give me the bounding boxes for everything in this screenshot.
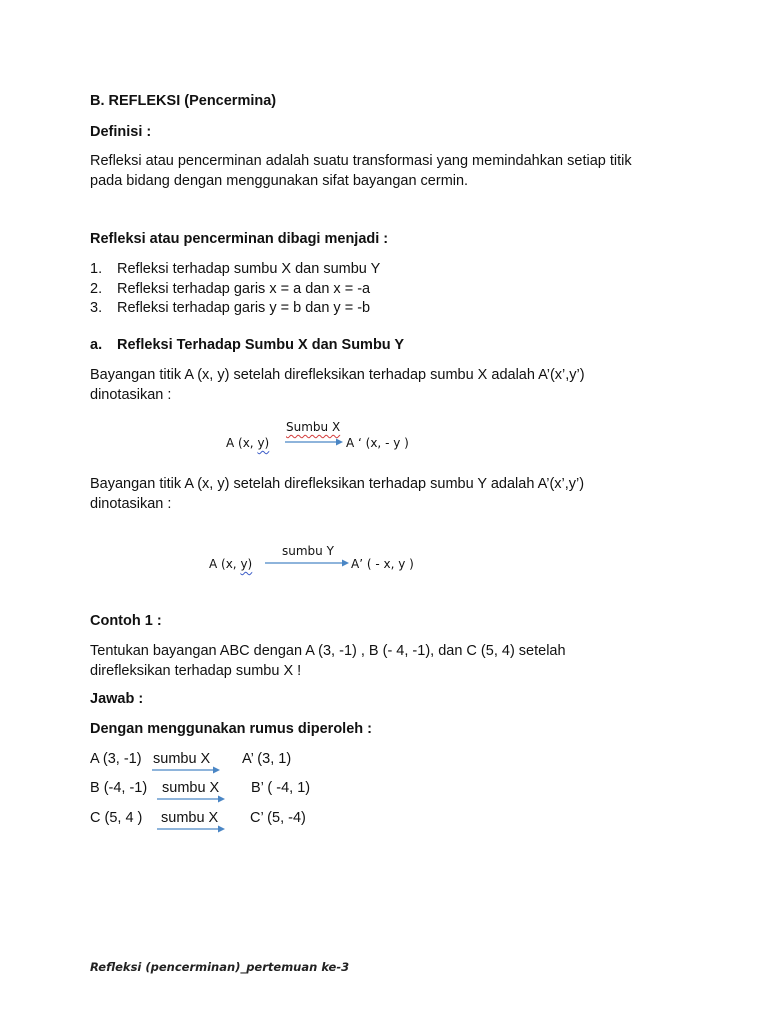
definisi-heading: Definisi : [90, 124, 152, 140]
notation-x-to: A ‘ (x, - y ) [346, 436, 409, 450]
paragraph-line: Bayangan titik A (x, y) setelah direfleksikan terhadap sumbu Y adalah A’(x’,y’) [90, 476, 585, 492]
paragraph-line: dinotasikan : [90, 386, 172, 403]
paragraph-line: dinotasikan : [90, 495, 172, 512]
jawab-heading: Jawab : [90, 691, 144, 707]
notation-y-from: A (x, y) [209, 557, 253, 571]
notation-x-from: A (x, y) [226, 436, 270, 450]
result-label-b: sumbu X [162, 780, 220, 796]
result-arrow-c [156, 823, 226, 835]
rumus-heading: Dengan menggunakan rumus diperoleh : [90, 721, 372, 737]
result-arrow-b [156, 793, 226, 805]
result-image-b: B’ ( -4, 1) [251, 780, 311, 796]
list-item: 2. Refleksi terhadap garis x = a dan x = -a [90, 280, 371, 297]
result-image-c: C’ (5, -4) [250, 810, 306, 826]
notation-x-arrow [284, 436, 344, 448]
notation-x-label: Sumbu X [286, 420, 341, 434]
contoh-heading: Contoh 1 : [90, 613, 162, 629]
result-point-c: C (5, 4 ) [90, 810, 143, 826]
sub-heading-a: a. Refleksi Terhadap Sumbu X dan Sumbu Y [90, 337, 405, 353]
result-point-b: B (-4, -1) [90, 780, 148, 796]
definisi-line: Refleksi atau pencerminan adalah suatu transformasi yang memindahkan setiap titik [90, 153, 632, 169]
paragraph-sumbu-x [90, 366, 690, 405]
notation-y-label: sumbu Y [282, 544, 334, 558]
result-point-a: A (3, -1) [90, 751, 142, 767]
page-footer: Refleksi (pencerminan)_pertemuan ke-3 [90, 960, 350, 974]
spellcheck-underline: y) [257, 436, 270, 450]
result-image-a: A’ (3, 1) [242, 751, 292, 767]
notation-y-arrow [264, 557, 350, 569]
definisi-paragraph [90, 152, 690, 191]
paragraph-line: Bayangan titik A (x, y) setelah direfleksikan terhadap sumbu X adalah A’(x’,y’) [90, 367, 585, 383]
reflection-types-list [90, 260, 380, 319]
contoh-line: direfleksikan terhadap sumbu X ! [90, 662, 302, 679]
paragraph-sumbu-y [90, 475, 690, 514]
contoh-line: Tentukan bayangan ABC dengan A (3, -1) , B (- 4, -1), dan C (5, 4) setelah [90, 643, 566, 659]
definisi-line: pada bidang dengan menggunakan sifat bayangan cermin. [90, 172, 469, 189]
contoh-paragraph [90, 642, 690, 681]
dibagi-heading: Refleksi atau pencerminan dibagi menjadi : [90, 231, 389, 247]
list-item: 1. Refleksi terhadap sumbu X dan sumbu Y [90, 261, 381, 277]
spellcheck-underline: y) [240, 557, 253, 571]
result-arrow-a [151, 764, 221, 776]
result-label-a: sumbu X [153, 751, 211, 767]
result-label-c: sumbu X [161, 810, 219, 826]
section-title: B. REFLEKSI (Pencermina) [90, 93, 277, 109]
notation-y-to: A’ ( - x, y ) [351, 557, 414, 571]
list-item: 3. Refleksi terhadap garis y = b dan y = -b [90, 300, 371, 316]
